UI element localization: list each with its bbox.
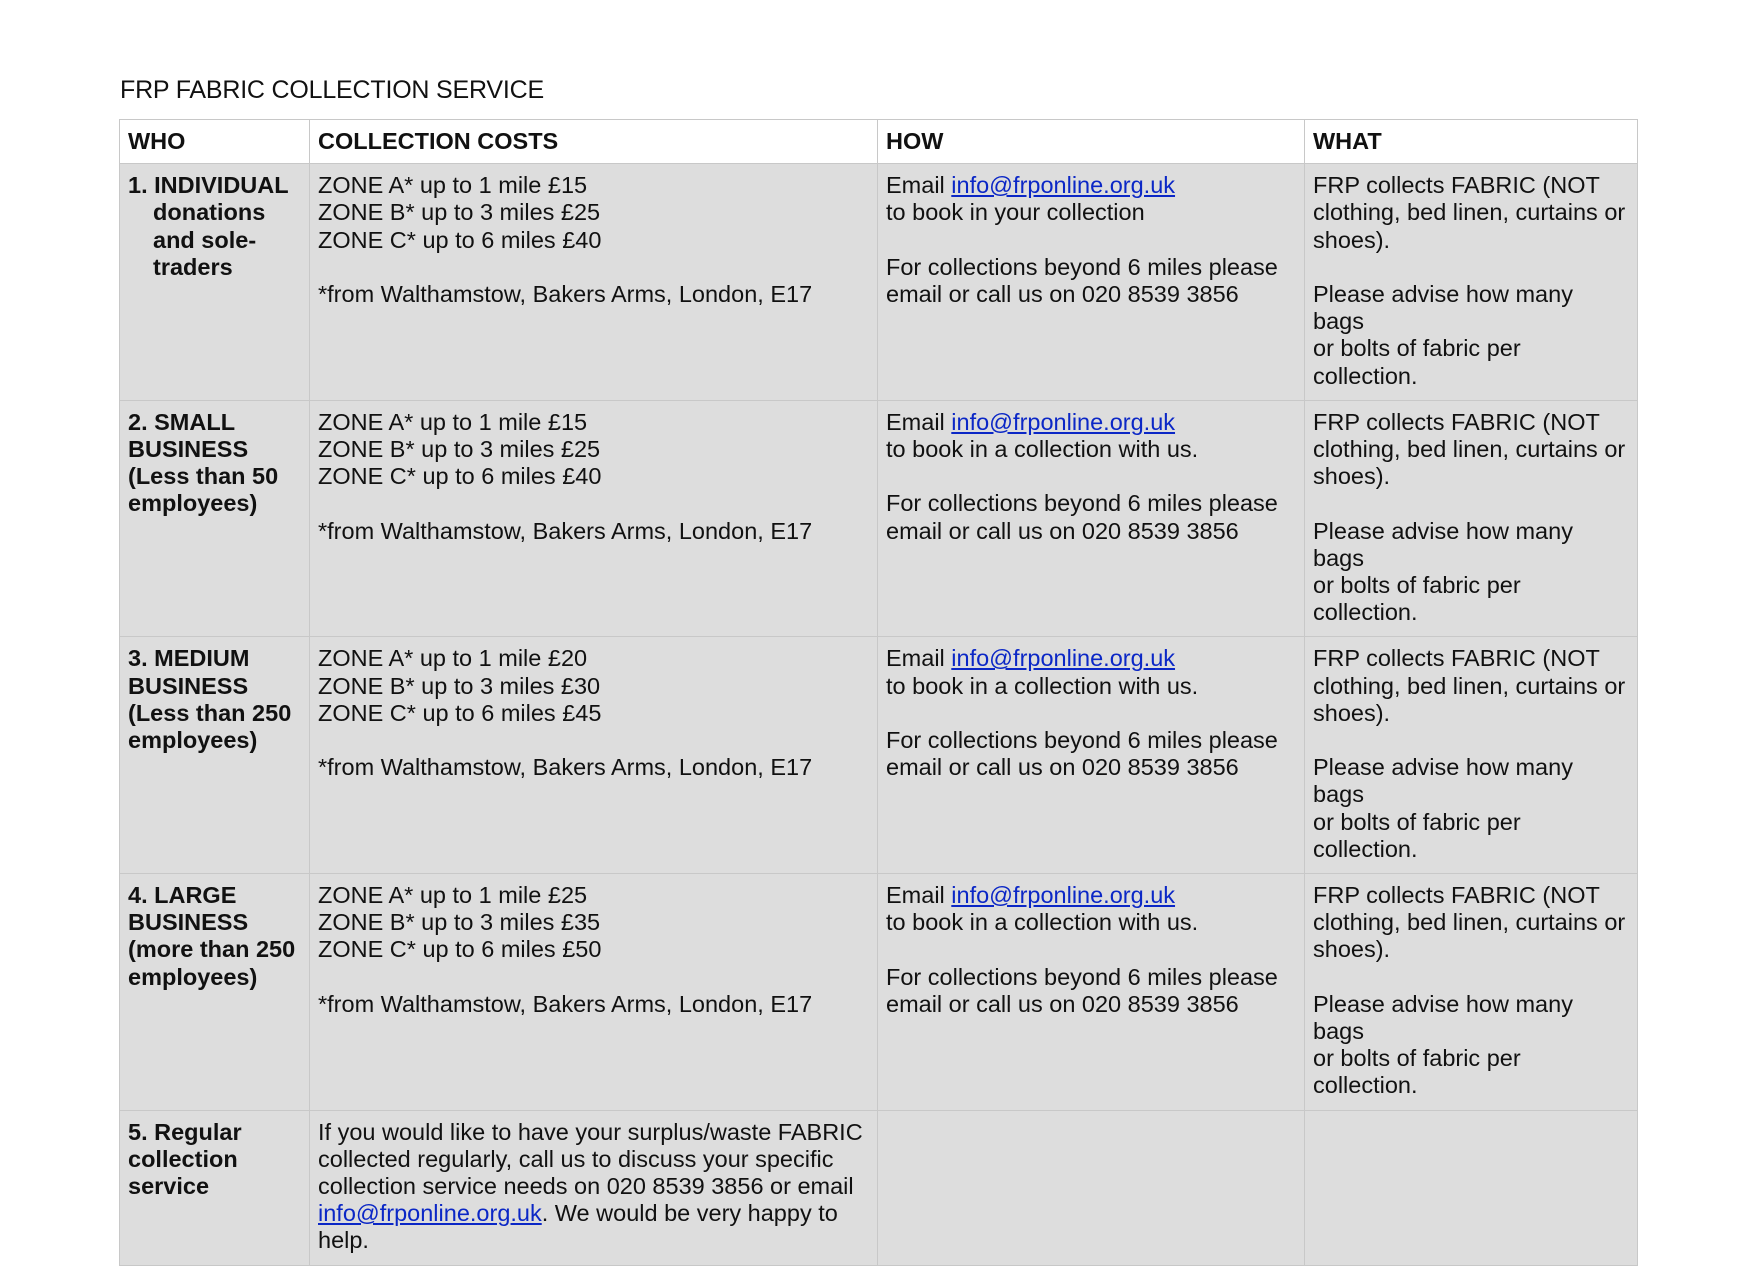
what-cell — [1305, 874, 1638, 1111]
who-line: (more than 250 — [128, 936, 296, 963]
who-line: BUSINESS — [128, 436, 249, 463]
book-text: to book in a collection with us. — [886, 672, 1199, 699]
beyond-text: For collections beyond 6 miles please — [886, 490, 1278, 517]
zone-b-cost: ZONE B* up to 3 miles £35 — [318, 909, 601, 936]
origin-note: *from Walthamstow, Bakers Arms, London, E17 — [318, 990, 813, 1017]
origin-note: *from Walthamstow, Bakers Arms, London, E17 — [318, 754, 813, 781]
spacer — [1313, 490, 1629, 517]
who-line: (Less than 50 — [128, 463, 279, 490]
how-cell-empty — [878, 1110, 1305, 1265]
header-what: WHAT — [1305, 120, 1638, 164]
email-line — [886, 409, 1296, 436]
who-line: BUSINESS — [128, 672, 249, 699]
regular-service-cell — [310, 1110, 878, 1265]
collection-service-table — [119, 119, 1638, 1266]
email-prefix: Email — [886, 172, 952, 199]
what-text: or bolts of fabric per collection. — [1313, 572, 1521, 626]
costs-cell — [310, 874, 878, 1111]
book-text: to book in a collection with us. — [886, 436, 1199, 463]
who-line: 5. Regular — [128, 1118, 242, 1145]
who-line: 1. INDIVIDUAL — [128, 172, 289, 199]
email-link[interactable]: info@frponline.org.uk — [951, 882, 1176, 909]
how-cell — [878, 400, 1305, 637]
what-text: shoes). — [1313, 699, 1391, 726]
who-line: donations — [153, 199, 266, 226]
costs-cell — [310, 400, 878, 637]
origin-note: *from Walthamstow, Bakers Arms, London, E17 — [318, 517, 813, 544]
what-text: Please advise how many bags — [1313, 754, 1573, 808]
what-cell — [1305, 400, 1638, 637]
origin-note: *from Walthamstow, Bakers Arms, London, E17 — [318, 281, 813, 307]
who-line: employees) — [128, 727, 258, 754]
regular-email-line — [318, 1200, 869, 1227]
email-link[interactable]: info@frponline.org.uk — [951, 172, 1176, 199]
who-line: traders — [153, 253, 233, 280]
spacer — [318, 964, 869, 991]
zone-a-cost: ZONE A* up to 1 mile £15 — [318, 408, 588, 435]
spacer — [1313, 727, 1629, 754]
who-line: employees) — [128, 963, 258, 990]
zone-c-cost: ZONE C* up to 6 miles £45 — [318, 699, 602, 726]
who-line: 2. SMALL — [128, 408, 236, 435]
beyond-text: For collections beyond 6 miles please — [886, 253, 1278, 280]
book-text: to book in a collection with us. — [886, 909, 1199, 936]
regular-text: . We would be very happy to — [541, 1200, 838, 1227]
who-cell — [120, 164, 310, 401]
what-text: FRP collects FABRIC (NOT — [1313, 172, 1600, 199]
who-line: 3. MEDIUM — [128, 645, 250, 672]
what-text: FRP collects FABRIC (NOT — [1313, 882, 1600, 909]
header-who: WHO — [120, 120, 310, 164]
what-text: clothing, bed linen, curtains or — [1313, 672, 1626, 699]
what-text: or bolts of fabric per collection. — [1313, 335, 1521, 389]
zone-a-cost: ZONE A* up to 1 mile £25 — [318, 882, 588, 909]
what-text: FRP collects FABRIC (NOT — [1313, 408, 1600, 435]
what-text: or bolts of fabric per collection. — [1313, 808, 1521, 862]
beyond-text: For collections beyond 6 miles please — [886, 963, 1278, 990]
table-row-individual — [120, 164, 1638, 401]
spacer — [1313, 254, 1629, 281]
who-line: 4. LARGE — [128, 882, 237, 909]
regular-text: If you would like to have your surplus/waste FABRIC — [318, 1118, 863, 1145]
what-text: clothing, bed linen, curtains or — [1313, 909, 1626, 936]
zone-b-cost: ZONE B* up to 3 miles £25 — [318, 436, 601, 463]
beyond-text: For collections beyond 6 miles please — [886, 727, 1278, 754]
phone-text: email or call us on 020 8539 3856 — [886, 517, 1239, 544]
zone-b-cost: ZONE B* up to 3 miles £25 — [318, 199, 601, 226]
costs-cell — [310, 164, 878, 401]
what-text: Please advise how many bags — [1313, 990, 1573, 1045]
email-link[interactable]: info@frponline.org.uk — [951, 408, 1176, 435]
zone-a-cost: ZONE A* up to 1 mile £20 — [318, 645, 588, 672]
email-line — [886, 882, 1296, 909]
who-line: collection — [128, 1145, 238, 1172]
email-link[interactable]: info@frponline.org.uk — [318, 1200, 542, 1227]
what-text: FRP collects FABRIC (NOT — [1313, 645, 1600, 672]
zone-a-cost: ZONE A* up to 1 mile £15 — [318, 172, 588, 199]
what-text: clothing, bed linen, curtains or — [1313, 199, 1626, 226]
who-cell — [120, 637, 310, 874]
email-prefix: Email — [886, 882, 952, 909]
regular-text: help. — [318, 1227, 369, 1254]
table-header-row — [120, 120, 1638, 164]
page-title: FRP FABRIC COLLECTION SERVICE — [120, 76, 544, 104]
spacer — [886, 936, 1296, 963]
email-link[interactable]: info@frponline.org.uk — [951, 645, 1176, 672]
regular-text: collected regularly, call us to discuss your specific — [318, 1145, 834, 1172]
who-cell — [120, 400, 310, 637]
spacer — [886, 227, 1296, 254]
zone-b-cost: ZONE B* up to 3 miles £30 — [318, 672, 601, 699]
phone-text: email or call us on 020 8539 3856 — [886, 990, 1239, 1017]
spacer — [886, 700, 1296, 727]
book-text: to book in your collection — [886, 199, 1145, 226]
regular-text: collection service needs on 020 8539 3856 or email — [318, 1173, 854, 1200]
what-text: or bolts of fabric per collection. — [1313, 1045, 1521, 1099]
email-line — [886, 645, 1296, 672]
what-text: Please advise how many bags — [1313, 281, 1573, 335]
what-text: shoes). — [1313, 226, 1391, 253]
zone-c-cost: ZONE C* up to 6 miles £40 — [318, 226, 602, 253]
what-text: clothing, bed linen, curtains or — [1313, 436, 1626, 463]
phone-text: email or call us on 020 8539 3856 — [886, 281, 1239, 307]
table-row-large-business — [120, 874, 1638, 1111]
how-cell — [878, 637, 1305, 874]
what-text: Please advise how many bags — [1313, 517, 1573, 571]
header-collection-costs: COLLECTION COSTS — [310, 120, 878, 164]
who-line: service — [128, 1173, 210, 1200]
what-cell-empty — [1305, 1110, 1638, 1265]
what-cell — [1305, 637, 1638, 874]
zone-c-cost: ZONE C* up to 6 miles £40 — [318, 463, 602, 490]
what-text: shoes). — [1313, 936, 1391, 963]
table-row-medium-business — [120, 637, 1638, 874]
how-cell — [878, 164, 1305, 401]
table-row-small-business — [120, 400, 1638, 637]
spacer — [886, 463, 1296, 490]
email-line — [886, 172, 1296, 199]
what-cell — [1305, 164, 1638, 401]
who-line: (Less than 250 — [128, 699, 292, 726]
zone-c-cost: ZONE C* up to 6 miles £50 — [318, 936, 602, 963]
spacer — [318, 727, 869, 754]
header-how: HOW — [878, 120, 1305, 164]
who-cell — [120, 874, 310, 1111]
email-prefix: Email — [886, 408, 952, 435]
email-prefix: Email — [886, 645, 952, 672]
spacer — [1313, 964, 1629, 991]
how-cell — [878, 874, 1305, 1111]
table-row-regular-collection — [120, 1110, 1638, 1265]
costs-cell — [310, 637, 878, 874]
spacer — [318, 254, 869, 281]
phone-text: email or call us on 020 8539 3856 — [886, 754, 1239, 781]
spacer — [318, 490, 869, 517]
who-line: and sole- — [153, 226, 257, 253]
who-line: BUSINESS — [128, 909, 249, 936]
who-line: employees) — [128, 490, 258, 517]
who-cell — [120, 1110, 310, 1265]
what-text: shoes). — [1313, 463, 1391, 490]
